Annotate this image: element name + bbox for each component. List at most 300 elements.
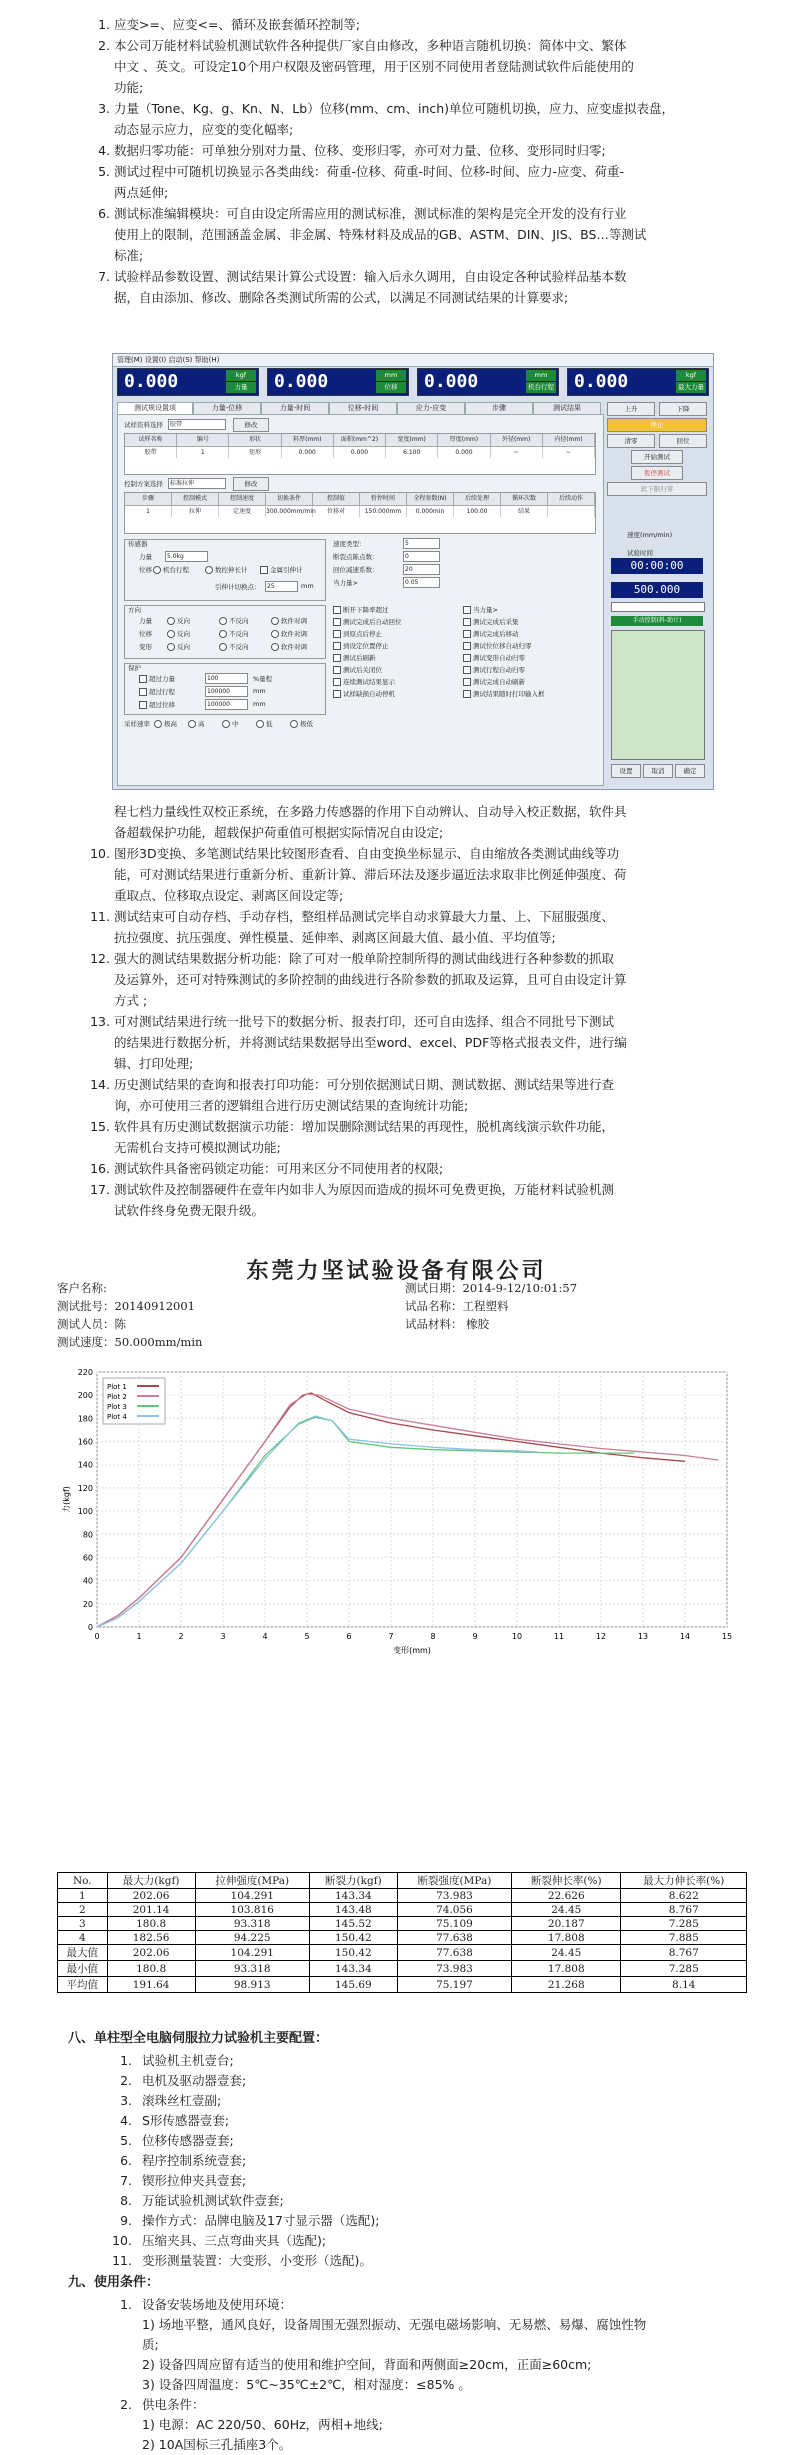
sampling-option[interactable] bbox=[290, 719, 313, 728]
item-line: 功能; bbox=[114, 80, 144, 95]
grid-header: 后续处理 bbox=[454, 493, 501, 506]
sample-name: 试品名称：工程塑料 bbox=[405, 1299, 509, 1313]
mid-check-label: 测试完成后自动回位 bbox=[343, 618, 402, 626]
table-cell: 202.06 bbox=[107, 1945, 195, 1961]
radio-icon bbox=[153, 566, 161, 574]
table-cell: 8.622 bbox=[621, 1889, 747, 1903]
readout-travel bbox=[417, 368, 559, 396]
item-number: 13. bbox=[90, 1014, 110, 1029]
item-number: 17. bbox=[90, 1182, 110, 1197]
table-cell: 74.056 bbox=[397, 1903, 511, 1917]
x-tick-label: 5 bbox=[304, 1632, 310, 1641]
direction-option[interactable] bbox=[219, 629, 249, 638]
protection-check[interactable] bbox=[139, 674, 175, 683]
item-line: 试验样品参数设置、测试结果计算公式设置：输入后永久调用，自由设定各种试验样品基本数 bbox=[114, 269, 627, 284]
item-number: 11. bbox=[90, 909, 110, 924]
radio-icon bbox=[219, 617, 227, 625]
test-batch: 测试批号：20140912001 bbox=[57, 1299, 195, 1313]
radio-icon bbox=[219, 643, 227, 651]
radio-icon bbox=[290, 720, 298, 728]
sample-table bbox=[124, 433, 596, 475]
config-item bbox=[108, 2190, 284, 2211]
protection-value[interactable]: 100 bbox=[205, 673, 248, 684]
item-number: 2. bbox=[98, 38, 110, 53]
radio-icon bbox=[271, 617, 279, 625]
item-line: 使用上的限制，范围涵盖金属、非金属、特殊材料及成品的GB、ASTM、DIN、JIS、BS…等测试 bbox=[114, 227, 647, 242]
mid-check[interactable] bbox=[463, 641, 532, 650]
direction-title: 方向 bbox=[128, 606, 141, 614]
sampling-option-label: 高 bbox=[198, 720, 205, 728]
up-button[interactable]: 上升 bbox=[607, 402, 655, 416]
config-item bbox=[108, 2250, 372, 2271]
config-number: 10. bbox=[112, 2233, 132, 2248]
mid-field-label: 回位减速系数： bbox=[333, 566, 379, 574]
direction-option[interactable] bbox=[167, 642, 190, 651]
direction-name: 位移 bbox=[139, 630, 152, 638]
x-axis-label: 变形(mm) bbox=[393, 1646, 431, 1655]
item-line: 图形3D变换、多笔测试结果比较图形查看、自由变换坐标显示、自由缩放各类测试曲线等功 bbox=[114, 846, 620, 861]
grid-cell[interactable]: 0.000 bbox=[334, 447, 386, 458]
grid-header: 全程参数(N) bbox=[407, 493, 454, 506]
sensor-title: 传感器 bbox=[128, 540, 148, 548]
config-text: 电机及驱动器壹套; bbox=[142, 2073, 247, 2088]
grid-cell[interactable]: 定速度 bbox=[219, 506, 266, 517]
table-header: 最大力伸长率(%) bbox=[621, 1873, 747, 1889]
protection-value[interactable]: 100000 bbox=[205, 699, 248, 710]
grid-header: 切换条件 bbox=[266, 493, 313, 506]
setting-button[interactable]: 设置 bbox=[611, 764, 641, 778]
time-label: 试验时间 bbox=[627, 549, 653, 557]
table-cell: 143.34 bbox=[309, 1961, 397, 1977]
table-cell: 202.06 bbox=[107, 1889, 195, 1903]
mid-field-input[interactable]: 0.05 bbox=[403, 577, 440, 588]
x-tick-label: 8 bbox=[430, 1632, 436, 1641]
down-button[interactable]: 下降 bbox=[659, 402, 707, 416]
table-cell: 22.626 bbox=[512, 1889, 621, 1903]
force-deformation-chart bbox=[57, 1362, 747, 1662]
checkbox-icon bbox=[260, 566, 268, 574]
checkbox-icon bbox=[463, 678, 471, 686]
control-label: 控制方案选择 bbox=[124, 480, 163, 488]
x-tick-label: 14 bbox=[679, 1632, 691, 1641]
direction-option[interactable] bbox=[167, 629, 190, 638]
grid-header: 控制模式 bbox=[172, 493, 219, 506]
grid-header: 外径(mm) bbox=[491, 434, 543, 447]
plot-area bbox=[97, 1372, 727, 1627]
manual-control-label: 手动控制(料-助计) bbox=[611, 616, 703, 626]
list-item bbox=[80, 1011, 730, 1074]
table-cell: 150.42 bbox=[309, 1931, 397, 1945]
condition-line: 2) 10A国标三孔插座3个。 bbox=[142, 2437, 292, 2452]
sample-label: 试样资料选择 bbox=[124, 421, 163, 429]
grid-header: 形状 bbox=[229, 434, 281, 447]
grid-header: 循环次数 bbox=[501, 493, 548, 506]
checkbox-icon bbox=[463, 690, 471, 698]
sample-select[interactable]: 胶带 bbox=[168, 419, 226, 430]
zero-button[interactable]: 清零 bbox=[607, 434, 655, 448]
speed-slider[interactable] bbox=[611, 602, 705, 612]
config-item bbox=[108, 2050, 234, 2071]
x-tick-label: 1 bbox=[136, 1632, 142, 1641]
condition-title: 供电条件： bbox=[142, 2397, 205, 2412]
mid-check[interactable] bbox=[333, 653, 376, 662]
checkbox-icon bbox=[463, 642, 471, 650]
mid-check[interactable] bbox=[463, 665, 525, 674]
condition-title: 设备安装场地及使用环境： bbox=[142, 2297, 293, 2312]
table-cell: 1 bbox=[58, 1889, 108, 1903]
x-tick-label: 10 bbox=[511, 1632, 523, 1641]
item-number: 3. bbox=[98, 101, 110, 116]
item-number: 16. bbox=[90, 1161, 110, 1176]
grid-cell[interactable]: 0.000 bbox=[282, 447, 334, 458]
x-tick-label: 0 bbox=[94, 1632, 100, 1641]
condition-number: 1. bbox=[120, 2297, 132, 2312]
x-tick-label: 13 bbox=[637, 1632, 649, 1641]
mid-check[interactable] bbox=[463, 677, 525, 686]
mid-field-label: 断裂点陈点数： bbox=[333, 553, 379, 561]
item-number: 10. bbox=[90, 846, 110, 861]
grid-header: 步骤 bbox=[125, 493, 172, 506]
software-window bbox=[112, 353, 714, 790]
table-cell: 143.48 bbox=[309, 1903, 397, 1917]
return-button[interactable]: 回位 bbox=[659, 434, 707, 448]
item-line: 及运算外，还可对特殊测试的多阶控制的曲线进行各阶参数的抓取及运算，且可自由设定计算 bbox=[114, 972, 627, 987]
direction-option-label: 不反向 bbox=[229, 630, 249, 638]
protection-name: 超过行程 bbox=[149, 688, 175, 696]
table-cell: 17.808 bbox=[512, 1961, 621, 1977]
control-modify-button[interactable]: 修改 bbox=[233, 477, 269, 491]
disp-option-travel[interactable] bbox=[153, 565, 189, 574]
table-row bbox=[58, 1977, 747, 1993]
list-item bbox=[80, 906, 730, 948]
disp-option-metal[interactable] bbox=[260, 565, 303, 574]
item-line: 测试软件具备密码锁定功能：可用来区分不同使用者的权限; bbox=[114, 1161, 444, 1176]
mid-check-label: 测试变形自动归零 bbox=[473, 654, 525, 662]
grid-cell[interactable]: 矩形 bbox=[229, 447, 281, 458]
sampling-option-label: 中 bbox=[232, 720, 239, 728]
grid-cell[interactable]: 1 bbox=[125, 506, 172, 517]
config-item bbox=[108, 2110, 229, 2131]
config-number: 3. bbox=[120, 2093, 132, 2108]
readout-bar bbox=[117, 368, 709, 398]
test-speed: 测试速度：50.000mm/min bbox=[57, 1335, 203, 1349]
table-cell: 93.318 bbox=[195, 1917, 309, 1931]
item-line: 方式 ; bbox=[114, 993, 148, 1008]
ext-switch-label: 引伸计切换点： bbox=[215, 583, 261, 591]
mid-check-label: 当力量> bbox=[473, 606, 498, 614]
tab-item[interactable]: 位移-时间 bbox=[329, 402, 397, 415]
table-cell: 182.56 bbox=[107, 1931, 195, 1945]
table-cell: 24.45 bbox=[512, 1903, 621, 1917]
readout-unit[interactable]: kgf bbox=[226, 370, 256, 381]
config-text: 变形测量装置：大变形、小变形（选配)。 bbox=[142, 2253, 372, 2268]
item-line: 程七档力量线性双校正系统，在多路力传感器的作用下自动辨认、自动导入校正数据，软件具 bbox=[114, 804, 627, 819]
readout-value: 0.000 bbox=[274, 371, 329, 392]
checkbox-icon bbox=[463, 666, 471, 674]
force-label: 力量 bbox=[139, 553, 152, 561]
section8-title: 八、单柱型全电脑伺服拉力试验机主要配置： bbox=[68, 2031, 329, 2046]
table-cell: 180.8 bbox=[107, 1917, 195, 1931]
mid-check[interactable] bbox=[463, 617, 519, 626]
direction-option-label: 软件对调 bbox=[281, 630, 307, 638]
grid-cell[interactable]: 结果 bbox=[501, 506, 548, 517]
table-cell: 145.52 bbox=[309, 1917, 397, 1931]
checkbox-icon bbox=[333, 690, 341, 698]
item-line: 强大的测试结果数据分析功能：除了可对一般单阶控制所得的测试曲线进行各种参数的抓取 bbox=[114, 951, 615, 966]
direction-name: 力量 bbox=[139, 617, 152, 625]
readout-label: 位移 bbox=[376, 382, 406, 393]
protection-name: 超过力量 bbox=[149, 675, 175, 683]
config-item bbox=[108, 2210, 380, 2231]
radio-icon bbox=[154, 720, 162, 728]
table-header: No. bbox=[58, 1873, 108, 1889]
table-cell: 平均值 bbox=[58, 1977, 108, 1993]
x-tick-label: 12 bbox=[595, 1632, 607, 1641]
direction-option[interactable] bbox=[271, 642, 307, 651]
grid-cell[interactable]: 拉伸 bbox=[172, 506, 219, 517]
table-cell: 150.42 bbox=[309, 1945, 397, 1961]
config-number: 8. bbox=[120, 2193, 132, 2208]
y-tick-label: 0 bbox=[87, 1623, 93, 1632]
config-number: 6. bbox=[120, 2153, 132, 2168]
grid-header: 料厚(mm) bbox=[282, 434, 334, 447]
table-cell: 24.45 bbox=[512, 1945, 621, 1961]
tab-item[interactable]: 力量-时间 bbox=[261, 402, 329, 415]
item-line: 标准; bbox=[114, 248, 144, 263]
grid-cell[interactable]: 0.000 bbox=[438, 447, 490, 458]
grid-cell[interactable] bbox=[548, 506, 595, 517]
item-line: 能，可对测试结果进行重新分析、重新计算、滞后环法及逐步逼近法求取非比例延伸强度、荷 bbox=[114, 867, 627, 882]
x-tick-label: 9 bbox=[472, 1632, 478, 1641]
mid-check[interactable] bbox=[463, 653, 525, 662]
radio-icon bbox=[167, 630, 175, 638]
mid-check[interactable] bbox=[333, 689, 395, 698]
table-cell: 最大值 bbox=[58, 1945, 108, 1961]
list-item bbox=[80, 948, 730, 1011]
item-number: 1. bbox=[98, 17, 110, 32]
disp-option-label: 机台行程 bbox=[163, 566, 189, 574]
mid-check-label: 断开下降率超过 bbox=[343, 606, 389, 614]
protection-check[interactable] bbox=[139, 700, 175, 709]
mid-check[interactable] bbox=[333, 641, 389, 650]
table-cell: 2 bbox=[58, 1903, 108, 1917]
grid-cell[interactable]: 0.000min bbox=[407, 506, 454, 517]
protection-group bbox=[124, 663, 326, 715]
grid-cell[interactable]: 150.000mm bbox=[360, 506, 407, 517]
start-test-button[interactable]: 开始测试 bbox=[631, 450, 683, 464]
mid-check-label: 到设定位置停止 bbox=[343, 642, 389, 650]
table-cell: 17.808 bbox=[512, 1931, 621, 1945]
sampling-option-label: 低 bbox=[266, 720, 273, 728]
protection-check[interactable] bbox=[139, 687, 175, 696]
x-tick-label: 2 bbox=[178, 1632, 184, 1641]
menu-bar[interactable]: 管理(M) 设置(I) 启动(S) 帮助(H) bbox=[113, 354, 713, 367]
tab-item[interactable]: 应力-应变 bbox=[397, 402, 465, 415]
mid-field-input[interactable]: 0 bbox=[403, 551, 440, 562]
radio-icon bbox=[167, 643, 175, 651]
protection-unit: mm bbox=[253, 687, 266, 695]
list-item bbox=[80, 801, 730, 843]
speed-display: 500.000 bbox=[611, 582, 703, 598]
ext-switch-input[interactable]: 25 bbox=[265, 581, 298, 592]
grid-cell[interactable]: 100.00 bbox=[454, 506, 501, 517]
item-number: 14. bbox=[90, 1077, 110, 1092]
grid-cell[interactable]: ~ bbox=[491, 447, 543, 458]
direction-option[interactable] bbox=[271, 629, 307, 638]
radio-icon bbox=[256, 720, 264, 728]
grid-cell[interactable]: ~ bbox=[543, 447, 595, 458]
config-item bbox=[108, 2150, 246, 2171]
checkbox-icon bbox=[139, 701, 147, 709]
y-tick-label: 100 bbox=[77, 1507, 93, 1517]
config-number: 9. bbox=[120, 2213, 132, 2228]
checkbox-icon bbox=[463, 630, 471, 638]
readout-value: 0.000 bbox=[424, 371, 479, 392]
force-sensor-select[interactable]: 5.0kg bbox=[165, 551, 208, 562]
grid-header: 试样名称 bbox=[125, 434, 177, 447]
disp-label: 位移 bbox=[139, 566, 152, 574]
pause-test-button[interactable]: 暂停测试 bbox=[631, 466, 683, 480]
item-line: 据，自由添加、修改、删除各类测试所需的公式，以满足不同测试结果的计算要求; bbox=[114, 290, 569, 305]
direction-option[interactable] bbox=[219, 642, 249, 651]
direction-option[interactable] bbox=[167, 616, 190, 625]
sample-modify-button[interactable]: 修改 bbox=[233, 418, 269, 432]
mid-field-label: 速度类型： bbox=[333, 540, 366, 548]
direction-option[interactable] bbox=[271, 616, 307, 625]
mid-check[interactable] bbox=[333, 605, 389, 614]
mid-check-label: 测试位位移自动归零 bbox=[473, 642, 532, 650]
x-tick-label: 3 bbox=[220, 1632, 226, 1641]
item-line: 两点延伸; bbox=[114, 185, 169, 200]
item-line: 测试软件及控制器硬件在壹年内如非人为原因而造成的损坏可免费更换，万能材料试验机测 bbox=[114, 1182, 615, 1197]
readout-unit[interactable]: mm bbox=[526, 370, 556, 381]
direction-option-label: 不反向 bbox=[229, 643, 249, 651]
config-text: S形传感器壹套; bbox=[142, 2113, 230, 2128]
condition-line: 1) 电源：AC 220/50、60Hz，两相+地线; bbox=[142, 2417, 383, 2432]
config-number: 2. bbox=[120, 2073, 132, 2088]
grid-cell[interactable]: 300.000mm/min bbox=[266, 508, 316, 515]
readout-value: 0.000 bbox=[124, 371, 179, 392]
checkbox-icon bbox=[333, 606, 341, 614]
item-number: 4. bbox=[98, 143, 110, 158]
table-cell: 143.34 bbox=[309, 1889, 397, 1903]
sampling-options bbox=[154, 719, 334, 729]
control-select[interactable]: 标准拉伸 bbox=[168, 478, 226, 489]
mid-checks bbox=[333, 605, 593, 775]
sampling-option[interactable] bbox=[154, 719, 177, 728]
grid-cell[interactable]: 胶带 bbox=[125, 447, 177, 458]
readout-unit[interactable]: kgf bbox=[676, 370, 706, 381]
mid-check[interactable] bbox=[463, 605, 498, 614]
mid-field-input[interactable]: 20 bbox=[403, 564, 440, 575]
sampling-option[interactable] bbox=[222, 719, 239, 728]
direction-option-label: 反向 bbox=[177, 630, 190, 638]
item-line: 力量（Tone、Kg、g、Kn、N、Lb）位移(mm、cm、inch)单位可随机切换，应力、应变虚拟表盘， bbox=[114, 101, 675, 116]
tab-item[interactable]: 测试规设置项 bbox=[117, 402, 193, 415]
mid-check[interactable] bbox=[333, 629, 382, 638]
protection-unit: %量程 bbox=[253, 675, 273, 683]
table-cell: 104.291 bbox=[195, 1889, 309, 1903]
grid-header: 控制值 bbox=[313, 493, 360, 506]
mid-check-label: 测试完成后采集 bbox=[473, 618, 519, 626]
direction-option-label: 软件对调 bbox=[281, 617, 307, 625]
direction-option[interactable] bbox=[219, 616, 249, 625]
table-cell: 7.285 bbox=[621, 1917, 747, 1931]
mid-check[interactable] bbox=[333, 665, 382, 674]
table-cell: 21.268 bbox=[512, 1977, 621, 1993]
test-operator: 测试人员：陈 bbox=[57, 1317, 126, 1331]
radio-icon bbox=[271, 630, 279, 638]
mid-check[interactable] bbox=[463, 689, 545, 698]
direction-option-label: 反向 bbox=[177, 617, 190, 625]
config-item bbox=[108, 2090, 221, 2111]
list-item bbox=[80, 266, 730, 308]
x-tick-label: 6 bbox=[346, 1632, 352, 1641]
soft-limit-button[interactable]: 软下限归零 bbox=[607, 482, 707, 496]
config-item bbox=[108, 2070, 246, 2091]
cancel-button[interactable]: 取消 bbox=[643, 764, 673, 778]
disp-option-ext[interactable] bbox=[205, 565, 248, 574]
condition-line: 质; bbox=[142, 2337, 159, 2352]
table-row bbox=[58, 1917, 747, 1931]
protection-value[interactable]: 100000 bbox=[205, 686, 248, 697]
sampling-option[interactable] bbox=[256, 719, 273, 728]
results-table bbox=[57, 1872, 747, 1993]
grid-cell[interactable]: 位移对 bbox=[313, 506, 360, 517]
grid-cell[interactable]: 1 bbox=[177, 447, 229, 458]
y-tick-label: 160 bbox=[77, 1437, 93, 1447]
tab-item[interactable]: 力量-位移 bbox=[193, 402, 261, 415]
list-item bbox=[80, 843, 730, 906]
test-date: 测试日期：2014-9-12/10:01:57 bbox=[405, 1281, 578, 1295]
table-cell: 7.885 bbox=[621, 1931, 747, 1945]
tab-item[interactable]: 步骤 bbox=[465, 402, 533, 415]
item-number: 12. bbox=[90, 951, 110, 966]
mid-check-label: 到原点后停止 bbox=[343, 630, 382, 638]
confirm-button[interactable]: 确定 bbox=[675, 764, 705, 778]
stop-button[interactable]: 停止 bbox=[607, 418, 707, 432]
protection-name: 超过位移 bbox=[149, 701, 175, 709]
item-line: 中文 、英文。可设定10个用户权限及密码管理，用于区别不同使用者登陆测试软件后能使用的 bbox=[114, 59, 634, 74]
mid-check[interactable] bbox=[333, 677, 395, 686]
item-line: 试软件终身免费无限升级。 bbox=[114, 1203, 265, 1218]
grid-cell[interactable]: 6.100 bbox=[386, 447, 438, 458]
time-display: 00:00:00 bbox=[611, 558, 703, 574]
result-list[interactable] bbox=[611, 630, 705, 760]
config-text: 万能试验机测试软件壹套; bbox=[142, 2193, 284, 2208]
readout-unit[interactable]: mm bbox=[376, 370, 406, 381]
item-number: 7. bbox=[98, 269, 110, 284]
tab-item[interactable]: 测试结果 bbox=[533, 402, 601, 415]
readout-label: 机台行程 bbox=[528, 383, 554, 391]
config-text: 压缩夹具、三点弯曲夹具（选配); bbox=[142, 2233, 327, 2248]
item-line: 测试结束可自动存档、手动存档，整组样品测试完毕自动求算最大力量、上、下屈服强度、 bbox=[114, 909, 615, 924]
sampling-option[interactable] bbox=[188, 719, 205, 728]
mid-check[interactable] bbox=[463, 629, 519, 638]
item-number: 15. bbox=[90, 1119, 110, 1134]
mid-field-input[interactable]: 5 bbox=[403, 538, 440, 549]
table-header: 断裂强度(MPa) bbox=[397, 1873, 511, 1889]
ext-switch-unit: mm bbox=[301, 582, 314, 590]
list-item bbox=[80, 14, 730, 35]
mid-check[interactable] bbox=[333, 617, 402, 626]
list-item bbox=[80, 1074, 730, 1116]
mid-check-label: 试样缺损自动停机 bbox=[343, 690, 395, 698]
item-line: 无需机台支持可模拟测试功能; bbox=[114, 1140, 281, 1155]
radio-icon bbox=[188, 720, 196, 728]
legend-label: Plot 3 bbox=[107, 1403, 127, 1411]
item-line: 应变>=、应变<=、循环及嵌套循环控制等; bbox=[114, 17, 361, 32]
